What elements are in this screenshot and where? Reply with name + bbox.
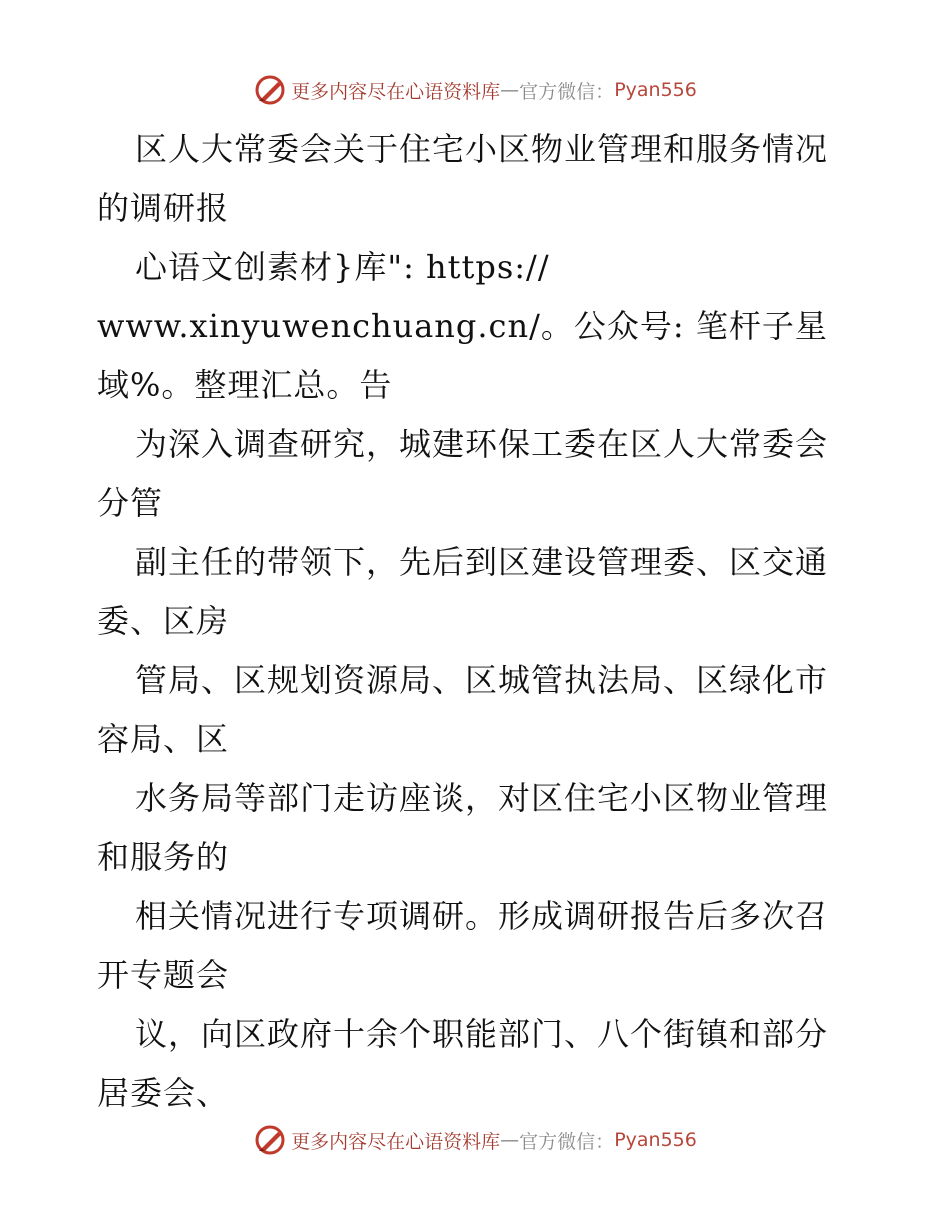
document-line: 议，向区政府十余个职能部门、八个街镇和部分: [135, 1015, 829, 1053]
document-line: 域%。整理汇总。告: [97, 366, 393, 404]
document-line: 为深入调查研究，城建环保工委在区人大常委会: [135, 425, 829, 463]
document-line: 居委会、: [97, 1074, 230, 1112]
header-watermark: [0, 70, 950, 110]
document-line: 相关情况进行专项调研。形成调研报告后多次召: [135, 897, 829, 935]
banner-main-text: 更多内容尽在心语资料库: [291, 80, 501, 103]
document-line: 委、区房: [97, 602, 230, 640]
document-line: 水务局等部门走访座谈，对区住宅小区物业管理: [135, 779, 829, 817]
document-line: 容局、区: [97, 720, 230, 758]
banner-wechat-label: 官方微信：: [519, 80, 615, 103]
banner-wechat-handle: Pyan556: [614, 79, 697, 101]
footer-watermark: [0, 1120, 950, 1160]
banner-separator: —: [500, 1129, 520, 1151]
pen-logo-icon: [253, 1123, 287, 1157]
document-body: [97, 120, 857, 1123]
pen-logo-icon: [253, 73, 287, 107]
document-line: 心语文创素材}库": https://: [135, 248, 550, 286]
document-line: 开专题会: [97, 956, 230, 994]
banner-wechat-handle: Pyan556: [614, 1129, 697, 1151]
banner-separator: —: [500, 79, 520, 101]
document-line: 管局、区规划资源局、区城管执法局、区绿化市: [135, 661, 829, 699]
document-line: 的调研报: [97, 189, 230, 227]
banner-wechat-label: 官方微信：: [519, 1130, 615, 1153]
document-line: 和服务的: [97, 838, 230, 876]
document-line: 区人大常委会关于住宅小区物业管理和服务情况: [135, 130, 829, 168]
banner-main-text: 更多内容尽在心语资料库: [291, 1130, 501, 1153]
document-line: 副主任的带领下，先后到区建设管理委、区交通: [135, 543, 829, 581]
document-line: www.xinyuwenchuang.cn/。公众号: 笔杆子星: [97, 307, 828, 345]
document-line: 分管: [97, 484, 164, 522]
